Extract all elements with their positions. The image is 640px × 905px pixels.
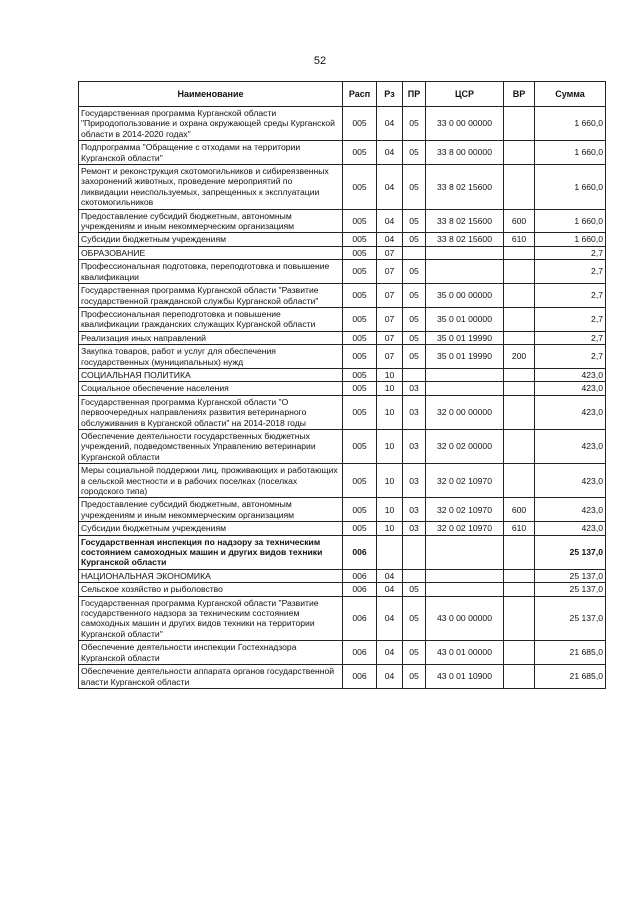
cell-name: Обеспечение деятельности аппарата органов государственной власти Курганской области <box>79 665 343 689</box>
cell-vr <box>504 569 535 582</box>
cell-rz: 07 <box>377 246 403 259</box>
header-rz: Рз <box>377 82 403 107</box>
cell-pr: 05 <box>403 284 426 308</box>
table-row <box>79 141 606 165</box>
cell-rz: 10 <box>377 368 403 381</box>
table-row <box>79 307 606 331</box>
cell-rasp: 005 <box>343 260 377 284</box>
cell-vr: 600 <box>504 498 535 522</box>
cell-csr: 43 0 00 00000 <box>426 596 504 641</box>
table-row <box>79 246 606 259</box>
cell-name: Социальное обеспечение населения <box>79 382 343 395</box>
cell-csr <box>426 246 504 259</box>
cell-csr: 32 0 00 00000 <box>426 395 504 429</box>
cell-csr: 32 0 02 00000 <box>426 429 504 463</box>
cell-csr: 33 8 00 00000 <box>426 141 504 165</box>
cell-rasp: 006 <box>343 596 377 641</box>
cell-rz: 04 <box>377 209 403 233</box>
cell-rasp: 005 <box>343 107 377 141</box>
cell-sum: 1 660,0 <box>535 165 606 210</box>
cell-pr <box>403 368 426 381</box>
cell-rz: 04 <box>377 665 403 689</box>
header-csr: ЦСР <box>426 82 504 107</box>
cell-rz: 10 <box>377 522 403 535</box>
cell-name: СОЦИАЛЬНАЯ ПОЛИТИКА <box>79 368 343 381</box>
cell-name: Государственная инспекция по надзору за техническим состоянием самоходных машин и других видов техники Курганской области <box>79 535 343 569</box>
cell-rasp: 005 <box>343 429 377 463</box>
cell-sum: 423,0 <box>535 464 606 498</box>
table-row <box>79 498 606 522</box>
cell-pr: 05 <box>403 307 426 331</box>
table-row <box>79 331 606 344</box>
cell-rasp: 005 <box>343 233 377 246</box>
cell-name: Закупка товаров, работ и услуг для обеспечения государственных (муниципальных) нужд <box>79 345 343 369</box>
cell-rasp: 005 <box>343 464 377 498</box>
cell-vr <box>504 165 535 210</box>
cell-rasp: 005 <box>343 395 377 429</box>
cell-name: Государственная программа Курганской области "Развитие государственного надзора за техническим состоянием самоходных машин и других видов техники на территории Курганской области" <box>79 596 343 641</box>
cell-rz: 10 <box>377 395 403 429</box>
cell-name: Профессиональная переподготовка и повышение квалификации гражданских служащих Курганской области <box>79 307 343 331</box>
cell-sum: 1 660,0 <box>535 209 606 233</box>
cell-vr <box>504 665 535 689</box>
cell-name: ОБРАЗОВАНИЕ <box>79 246 343 259</box>
cell-csr: 33 8 02 15600 <box>426 233 504 246</box>
header-name: Наименование <box>79 82 343 107</box>
cell-rz: 04 <box>377 641 403 665</box>
cell-csr <box>426 535 504 569</box>
cell-csr <box>426 382 504 395</box>
cell-name: Ремонт и реконструкция скотомогильников и сибиреязвенных захоронений животных, проведение мероприятий по ликвидации неиспользуемых, запрещенных к эксплуатации скотомогильников <box>79 165 343 210</box>
cell-vr: 610 <box>504 522 535 535</box>
cell-vr <box>504 464 535 498</box>
table-row <box>79 260 606 284</box>
cell-rz: 04 <box>377 141 403 165</box>
cell-rasp: 005 <box>343 331 377 344</box>
cell-pr: 03 <box>403 382 426 395</box>
cell-rasp: 005 <box>343 382 377 395</box>
cell-rasp: 006 <box>343 535 377 569</box>
table-row <box>79 395 606 429</box>
cell-vr <box>504 141 535 165</box>
table-row <box>79 596 606 641</box>
cell-vr <box>504 382 535 395</box>
cell-csr <box>426 368 504 381</box>
header-vr: ВР <box>504 82 535 107</box>
cell-csr: 32 0 02 10970 <box>426 464 504 498</box>
cell-rasp: 006 <box>343 665 377 689</box>
table-row <box>79 209 606 233</box>
cell-sum: 2,7 <box>535 331 606 344</box>
cell-csr: 33 8 02 15600 <box>426 209 504 233</box>
page-number: 52 <box>313 55 327 67</box>
cell-rz: 07 <box>377 331 403 344</box>
cell-vr <box>504 331 535 344</box>
cell-pr: 05 <box>403 345 426 369</box>
cell-rz <box>377 535 403 569</box>
table-row <box>79 368 606 381</box>
cell-sum: 25 137,0 <box>535 535 606 569</box>
cell-name: Меры социальной поддержки лиц, проживающих и работающих в сельской местности и в рабочих поселках (поселках городского типа) <box>79 464 343 498</box>
cell-name: НАЦИОНАЛЬНАЯ ЭКОНОМИКА <box>79 569 343 582</box>
cell-vr <box>504 284 535 308</box>
cell-sum: 1 660,0 <box>535 233 606 246</box>
cell-rz: 10 <box>377 382 403 395</box>
cell-csr <box>426 583 504 596</box>
cell-rz: 07 <box>377 260 403 284</box>
cell-pr: 05 <box>403 331 426 344</box>
cell-pr: 03 <box>403 464 426 498</box>
table-row <box>79 665 606 689</box>
budget-table <box>78 81 606 689</box>
cell-sum: 423,0 <box>535 382 606 395</box>
cell-pr: 05 <box>403 209 426 233</box>
table-row <box>79 583 606 596</box>
cell-pr: 05 <box>403 107 426 141</box>
cell-rz: 10 <box>377 498 403 522</box>
cell-rz: 10 <box>377 429 403 463</box>
cell-pr: 05 <box>403 641 426 665</box>
cell-name: Государственная программа Курганской области "Развитие государственной гражданской службы Курганской области" <box>79 284 343 308</box>
cell-sum: 423,0 <box>535 522 606 535</box>
cell-rz: 04 <box>377 569 403 582</box>
table-row <box>79 284 606 308</box>
cell-rasp: 005 <box>343 165 377 210</box>
cell-csr: 35 0 01 19990 <box>426 331 504 344</box>
cell-sum: 1 660,0 <box>535 141 606 165</box>
table-body <box>79 107 606 689</box>
cell-rasp: 005 <box>343 209 377 233</box>
cell-pr <box>403 569 426 582</box>
cell-rasp: 006 <box>343 641 377 665</box>
cell-name: Предоставление субсидий бюджетным, автономным учреждениям и иным некоммерческим организациям <box>79 209 343 233</box>
cell-name: Подпрограмма "Обращение с отходами на территории Курганской области" <box>79 141 343 165</box>
cell-vr: 610 <box>504 233 535 246</box>
cell-rz: 07 <box>377 345 403 369</box>
cell-vr <box>504 368 535 381</box>
cell-csr: 35 0 01 00000 <box>426 307 504 331</box>
table-row <box>79 165 606 210</box>
header-rasp: Расп <box>343 82 377 107</box>
cell-csr <box>426 569 504 582</box>
table-row <box>79 382 606 395</box>
cell-sum: 423,0 <box>535 368 606 381</box>
cell-pr: 03 <box>403 522 426 535</box>
cell-rz: 04 <box>377 233 403 246</box>
cell-sum: 25 137,0 <box>535 569 606 582</box>
cell-vr <box>504 641 535 665</box>
cell-rasp: 005 <box>343 498 377 522</box>
cell-vr: 600 <box>504 209 535 233</box>
cell-rasp: 006 <box>343 583 377 596</box>
cell-pr: 05 <box>403 665 426 689</box>
table-header-row <box>79 82 606 107</box>
cell-pr: 05 <box>403 165 426 210</box>
cell-vr <box>504 535 535 569</box>
cell-pr: 05 <box>403 583 426 596</box>
cell-sum: 423,0 <box>535 395 606 429</box>
table-row <box>79 535 606 569</box>
cell-sum: 2,7 <box>535 246 606 259</box>
cell-rasp: 005 <box>343 345 377 369</box>
table-row <box>79 429 606 463</box>
cell-name: Сельское хозяйство и рыболовство <box>79 583 343 596</box>
cell-vr <box>504 260 535 284</box>
cell-vr <box>504 583 535 596</box>
cell-sum: 2,7 <box>535 284 606 308</box>
cell-vr <box>504 107 535 141</box>
cell-csr: 33 8 02 15600 <box>426 165 504 210</box>
header-pr: ПР <box>403 82 426 107</box>
cell-csr: 33 0 00 00000 <box>426 107 504 141</box>
cell-sum: 21 685,0 <box>535 641 606 665</box>
cell-csr: 43 0 01 10900 <box>426 665 504 689</box>
cell-vr <box>504 395 535 429</box>
table-row <box>79 641 606 665</box>
cell-pr <box>403 246 426 259</box>
cell-sum: 423,0 <box>535 429 606 463</box>
cell-pr: 03 <box>403 429 426 463</box>
cell-rasp: 006 <box>343 569 377 582</box>
cell-rz: 04 <box>377 583 403 596</box>
cell-vr <box>504 596 535 641</box>
cell-csr <box>426 260 504 284</box>
table-row <box>79 464 606 498</box>
cell-vr <box>504 429 535 463</box>
cell-name: Предоставление субсидий бюджетным, автономным учреждениям и иным некоммерческим организациям <box>79 498 343 522</box>
cell-sum: 2,7 <box>535 260 606 284</box>
cell-vr <box>504 307 535 331</box>
cell-name: Обеспечение деятельности инспекции Гостехнадзора Курганской области <box>79 641 343 665</box>
cell-pr: 05 <box>403 233 426 246</box>
cell-name: Государственная программа Курганской области "О первоочередных направлениях развития ветеринарного обслуживания в Курганской области" на 2014-2018 годы <box>79 395 343 429</box>
cell-rasp: 005 <box>343 284 377 308</box>
cell-name: Обеспечение деятельности государственных бюджетных учреждений, подведомственных Управлению ветеринарии Курганской области <box>79 429 343 463</box>
cell-rz: 07 <box>377 284 403 308</box>
cell-name: Субсидии бюджетным учреждениям <box>79 522 343 535</box>
cell-rasp: 005 <box>343 368 377 381</box>
cell-pr <box>403 535 426 569</box>
cell-csr: 43 0 01 00000 <box>426 641 504 665</box>
cell-csr: 32 0 02 10970 <box>426 498 504 522</box>
cell-pr: 05 <box>403 260 426 284</box>
cell-pr: 05 <box>403 596 426 641</box>
table-row <box>79 107 606 141</box>
cell-pr: 03 <box>403 498 426 522</box>
cell-vr <box>504 246 535 259</box>
cell-sum: 2,7 <box>535 307 606 331</box>
cell-sum: 2,7 <box>535 345 606 369</box>
cell-vr: 200 <box>504 345 535 369</box>
cell-sum: 25 137,0 <box>535 583 606 596</box>
cell-rz: 04 <box>377 596 403 641</box>
cell-sum: 21 685,0 <box>535 665 606 689</box>
cell-rz: 04 <box>377 107 403 141</box>
cell-rasp: 005 <box>343 522 377 535</box>
cell-rasp: 005 <box>343 141 377 165</box>
cell-name: Профессиональная подготовка, переподготовка и повышение квалификации <box>79 260 343 284</box>
cell-rz: 10 <box>377 464 403 498</box>
table-row <box>79 233 606 246</box>
cell-name: Субсидии бюджетным учреждениям <box>79 233 343 246</box>
cell-rz: 07 <box>377 307 403 331</box>
cell-rz: 04 <box>377 165 403 210</box>
table-row <box>79 569 606 582</box>
cell-name: Реализация иных направлений <box>79 331 343 344</box>
cell-rasp: 005 <box>343 246 377 259</box>
cell-name: Государственная программа Курганской области "Природопользование и охрана окружающей среды Курганской области в 2014-2020 годах" <box>79 107 343 141</box>
cell-pr: 03 <box>403 395 426 429</box>
cell-pr: 05 <box>403 141 426 165</box>
cell-rasp: 005 <box>343 307 377 331</box>
table-row <box>79 522 606 535</box>
cell-csr: 35 0 00 00000 <box>426 284 504 308</box>
cell-csr: 35 0 01 19990 <box>426 345 504 369</box>
table-row <box>79 345 606 369</box>
cell-csr: 32 0 02 10970 <box>426 522 504 535</box>
cell-sum: 1 660,0 <box>535 107 606 141</box>
header-sum: Сумма <box>535 82 606 107</box>
cell-sum: 25 137,0 <box>535 596 606 641</box>
cell-sum: 423,0 <box>535 498 606 522</box>
